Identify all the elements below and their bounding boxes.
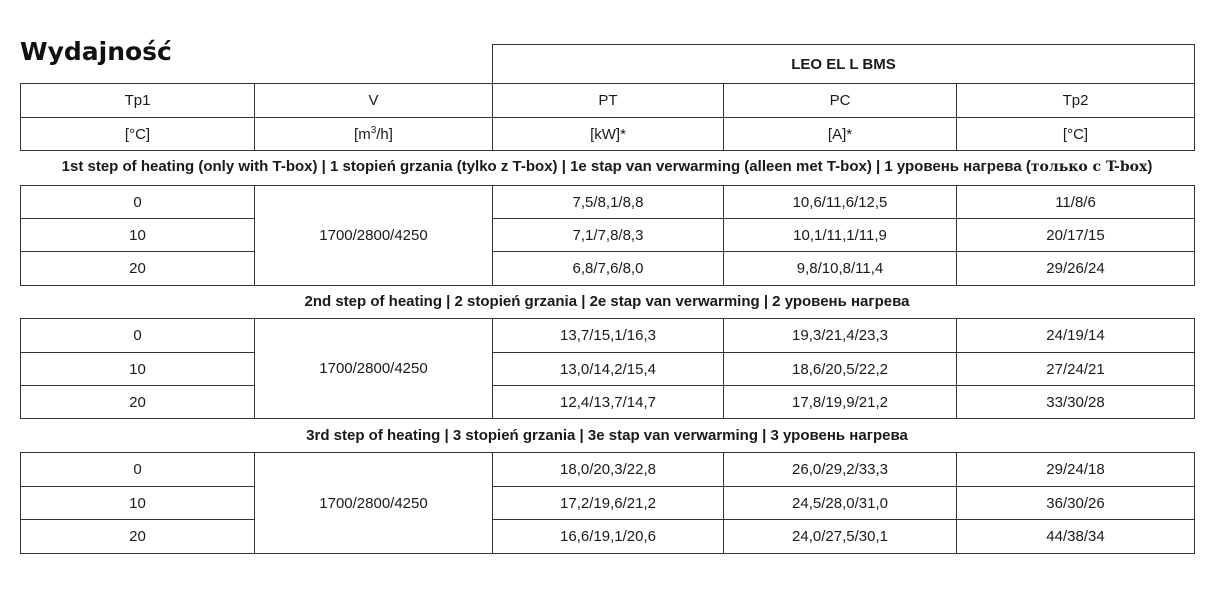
cell-tp2: 27/24/21 — [957, 353, 1195, 386]
unit-tp2: [°C] — [957, 118, 1195, 151]
cell-tp2: 44/38/34 — [957, 520, 1195, 554]
header-v: V — [255, 84, 493, 118]
unit-tp1: [°C] — [21, 118, 255, 151]
table-row — [21, 487, 1195, 520]
header-empty-cell — [21, 45, 493, 84]
table-row — [21, 520, 1195, 554]
cell-pt: 6,8/7,6/8,0 — [493, 252, 724, 286]
page-title: Wydajność — [20, 37, 172, 66]
cell-airflow: 1700/2800/4250 — [255, 319, 493, 419]
cell-tp2: 29/26/24 — [957, 252, 1195, 286]
table-row — [21, 319, 1195, 353]
table-row — [21, 219, 1195, 252]
cell-pc: 24,5/28,0/31,0 — [724, 487, 957, 520]
cell-pt: 7,5/8,1/8,8 — [493, 186, 724, 219]
table-row — [21, 252, 1195, 286]
cell-pc: 19,3/21,4/23,3 — [724, 319, 957, 353]
cell-airflow: 1700/2800/4250 — [255, 453, 493, 554]
table-row — [21, 353, 1195, 386]
cell-airflow: 1700/2800/4250 — [255, 186, 493, 286]
cell-pt: 12,4/13,7/14,7 — [493, 386, 724, 419]
section-title-1-main: 1st step of heating (only with T-box) | 1 stopień grzania (tylko z T-box) | 1e stap van verwarming (alleen met T-box) | 1 уровень нагрева ( — [61, 158, 1031, 175]
header-table — [20, 44, 1195, 151]
cell-tp1: 0 — [21, 186, 255, 219]
cell-pt: 17,2/19,6/21,2 — [493, 487, 724, 520]
cell-pt: 18,0/20,3/22,8 — [493, 453, 724, 487]
cell-tp1: 0 — [21, 453, 255, 487]
section-title-2: 2nd step of heating | 2 stopień grzania | 2e stap van verwarming | 2 уровень нагрева — [304, 293, 910, 310]
section-title-3: 3rd step of heating | 3 stopień grzania | 3e stap van verwarming | 3 уровень нагрева — [306, 427, 908, 444]
cell-tp2: 20/17/15 — [957, 219, 1195, 252]
cell-tp1: 20 — [21, 386, 255, 419]
cell-pc: 10,6/11,6/12,5 — [724, 186, 957, 219]
unit-pt: [kW]* — [493, 118, 724, 151]
section-title-1-serif: только с T-box — [1030, 159, 1148, 175]
cell-pc: 10,1/11,1/11,9 — [724, 219, 957, 252]
cell-pt: 16,6/19,1/20,6 — [493, 520, 724, 554]
cell-tp2: 29/24/18 — [957, 453, 1195, 487]
header-tp2: Tp2 — [957, 84, 1195, 118]
unit-v-base: [m — [354, 125, 371, 143]
section-title-1-end: ) — [1147, 158, 1153, 175]
cell-pc: 26,0/29,2/33,3 — [724, 453, 957, 487]
table-row — [21, 453, 1195, 487]
unit-v-sup: 3 — [370, 124, 377, 136]
cell-tp2: 36/30/26 — [957, 487, 1195, 520]
cell-pc: 17,8/19,9/21,2 — [724, 386, 957, 419]
data-table-step-3 — [20, 452, 1195, 554]
cell-tp2: 11/8/6 — [957, 186, 1195, 219]
cell-tp1: 0 — [21, 319, 255, 353]
cell-tp1: 20 — [21, 252, 255, 286]
header-tp1: Tp1 — [21, 84, 255, 118]
section-title-1 — [20, 157, 1194, 177]
table-row — [21, 386, 1195, 419]
unit-pc: [A]* — [724, 118, 957, 151]
cell-pc: 18,6/20,5/22,2 — [724, 353, 957, 386]
cell-tp1: 10 — [21, 219, 255, 252]
cell-pt: 13,7/15,1/16,3 — [493, 319, 724, 353]
header-pt: PT — [493, 84, 724, 118]
data-table-step-2 — [20, 318, 1195, 419]
unit-v-rest: /h] — [376, 125, 393, 143]
model-name: LEO EL L BMS — [493, 45, 1195, 84]
data-table-step-1 — [20, 185, 1195, 286]
cell-tp1: 10 — [21, 353, 255, 386]
cell-pt: 7,1/7,8/8,3 — [493, 219, 724, 252]
cell-pc: 9,8/10,8/11,4 — [724, 252, 957, 286]
table-row — [21, 186, 1195, 219]
cell-tp1: 10 — [21, 487, 255, 520]
cell-pc: 24,0/27,5/30,1 — [724, 520, 957, 554]
cell-pt: 13,0/14,2/15,4 — [493, 353, 724, 386]
cell-tp2: 33/30/28 — [957, 386, 1195, 419]
header-pc: PC — [724, 84, 957, 118]
cell-tp2: 24/19/14 — [957, 319, 1195, 353]
cell-tp1: 20 — [21, 520, 255, 554]
unit-v — [255, 118, 493, 151]
